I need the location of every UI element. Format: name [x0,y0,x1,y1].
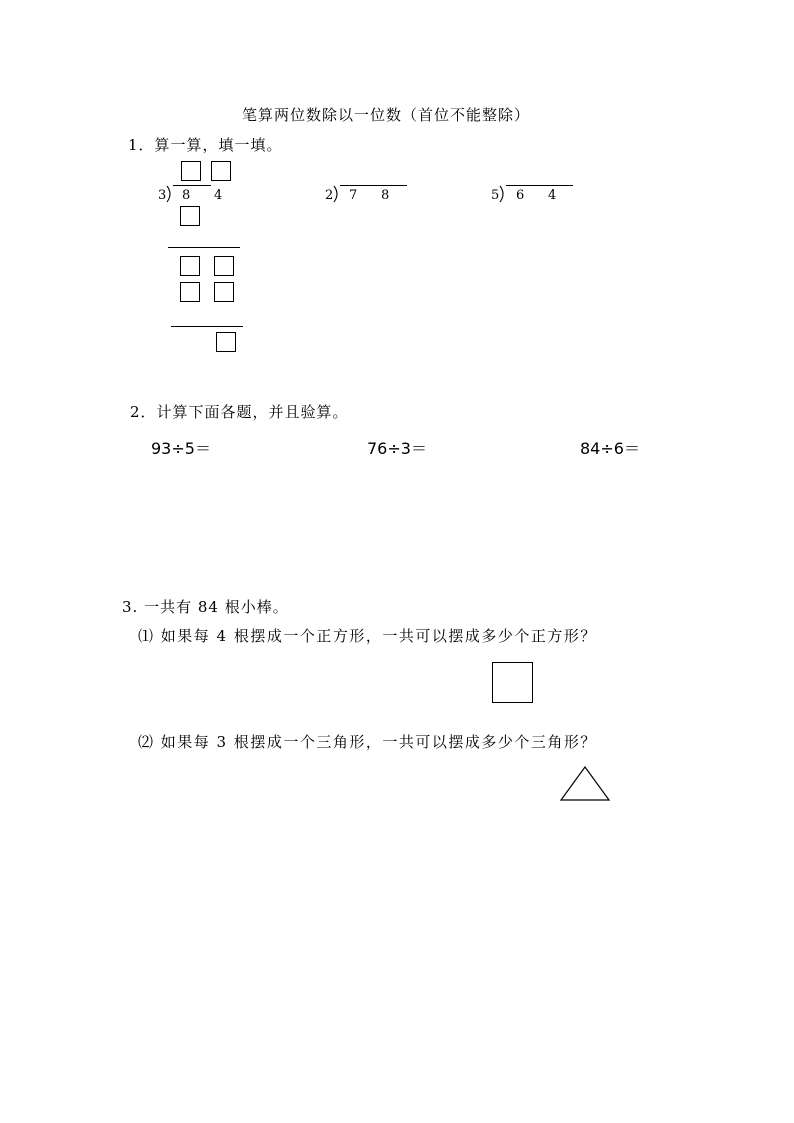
worksheet-title: 笔算两位数除以一位数（首位不能整除） [242,106,531,124]
division-bar [506,185,573,186]
division-item-2: 76÷3＝ [367,439,427,458]
division-bar [340,185,407,186]
divisor-digit: 3 [158,188,167,203]
subtraction-line-2 [171,326,243,327]
remainder-tens-box[interactable] [180,256,200,276]
division-bracket [333,185,341,203]
question-3-heading: 3. 一共有 84 根小棒。 [122,598,289,616]
final-remainder-box[interactable] [216,332,236,352]
divisor-digit: 5 [491,188,500,203]
dividend-tens-digit: 7 [349,188,358,203]
quotient-ones-box[interactable] [211,161,231,181]
division-bracket [166,185,174,203]
second-product-tens-box[interactable] [180,282,200,302]
divisor-digit: 2 [325,188,334,203]
first-product-box[interactable] [180,206,200,226]
division-item-3: 84÷6＝ [580,439,640,458]
question-3-part-2: ⑵ 如果每 3 根摆成一个三角形，一共可以摆成多少个三角形？ [138,733,597,751]
division-item-1: 93÷5＝ [151,439,211,458]
division-bar [173,185,211,186]
dividend-ones-digit: 4 [548,188,557,203]
triangle-shape-icon [560,766,610,801]
dividend-tens-digit: 8 [182,188,191,203]
remainder-ones-box[interactable] [214,256,234,276]
dividend-ones-digit: 8 [381,188,390,203]
dividend-tens-digit: 6 [516,188,525,203]
second-product-ones-box[interactable] [214,282,234,302]
square-shape-icon [492,662,533,703]
quotient-tens-box[interactable] [181,161,201,181]
division-bracket [499,185,507,203]
question-3-part-1: ⑴ 如果每 4 根摆成一个正方形，一共可以摆成多少个正方形？ [138,627,597,645]
question-2-heading: 2．计算下面各题，并且验算。 [130,403,349,421]
dividend-ones-digit: 4 [214,188,223,203]
question-1-heading: 1．算一算，填一填。 [128,136,283,154]
subtraction-line-1 [168,247,240,248]
